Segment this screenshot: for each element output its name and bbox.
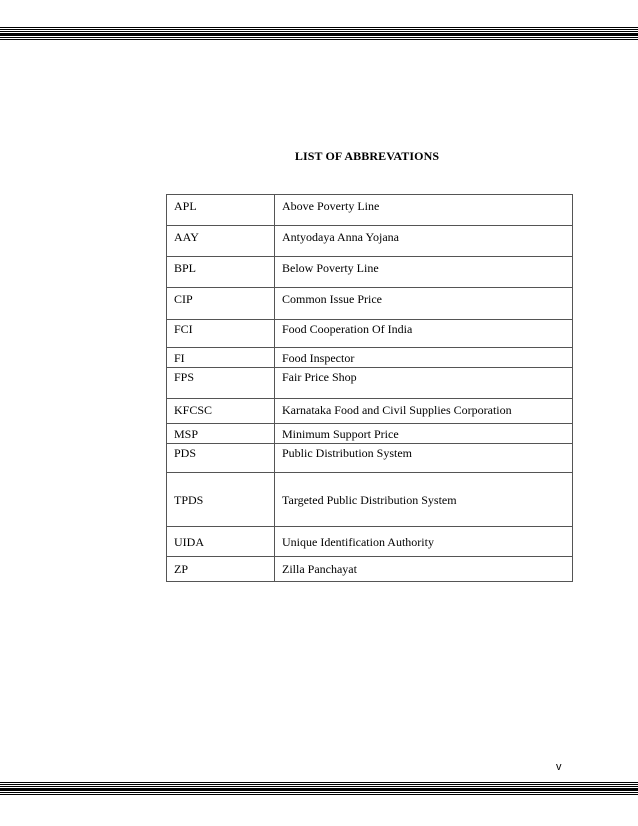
abbreviation-meaning: Public Distribution System <box>275 444 573 473</box>
abbreviation-code: TPDS <box>167 473 275 527</box>
abbreviation-meaning: Food Cooperation Of India <box>275 320 573 348</box>
abbreviation-meaning: Unique Identification Authority <box>275 527 573 557</box>
abbreviation-code: MSP <box>167 424 275 444</box>
abbreviation-code: FCI <box>167 320 275 348</box>
table-row <box>167 557 573 582</box>
table-row <box>167 320 573 348</box>
abbreviation-meaning: Fair Price Shop <box>275 368 573 399</box>
table-row <box>167 348 573 368</box>
table-row <box>167 399 573 424</box>
abbreviation-code: BPL <box>167 257 275 288</box>
table-row <box>167 444 573 473</box>
page-number: v <box>556 761 562 773</box>
abbreviation-code: KFCSC <box>167 399 275 424</box>
page-title: LIST OF ABBREVATIONS <box>294 149 440 163</box>
abbreviation-code: AAY <box>167 226 275 257</box>
abbreviation-code: PDS <box>167 444 275 473</box>
abbreviation-meaning: Above Poverty Line <box>275 195 573 226</box>
table-row <box>167 424 573 444</box>
abbreviation-meaning: Minimum Support Price <box>275 424 573 444</box>
table-row <box>167 288 573 320</box>
abbreviation-code: APL <box>167 195 275 226</box>
abbreviation-meaning: Karnataka Food and Civil Supplies Corporation <box>275 399 573 424</box>
abbreviation-code: UIDA <box>167 527 275 557</box>
table-row <box>167 226 573 257</box>
table-row <box>167 473 573 527</box>
abbreviation-meaning: Zilla Panchayat <box>275 557 573 582</box>
abbreviations-table <box>166 194 573 582</box>
table-row <box>167 257 573 288</box>
abbreviation-code: FPS <box>167 368 275 399</box>
abbreviation-code: CIP <box>167 288 275 320</box>
abbreviation-meaning: Food Inspector <box>275 348 573 368</box>
abbreviation-meaning: Below Poverty Line <box>275 257 573 288</box>
table-row <box>167 195 573 226</box>
table-row <box>167 527 573 557</box>
abbreviation-meaning: Targeted Public Distribution System <box>275 473 573 527</box>
abbreviation-meaning: Antyodaya Anna Yojana <box>275 226 573 257</box>
abbreviation-code: ZP <box>167 557 275 582</box>
abbreviation-code: FI <box>167 348 275 368</box>
abbreviation-meaning: Common Issue Price <box>275 288 573 320</box>
table-row <box>167 368 573 399</box>
